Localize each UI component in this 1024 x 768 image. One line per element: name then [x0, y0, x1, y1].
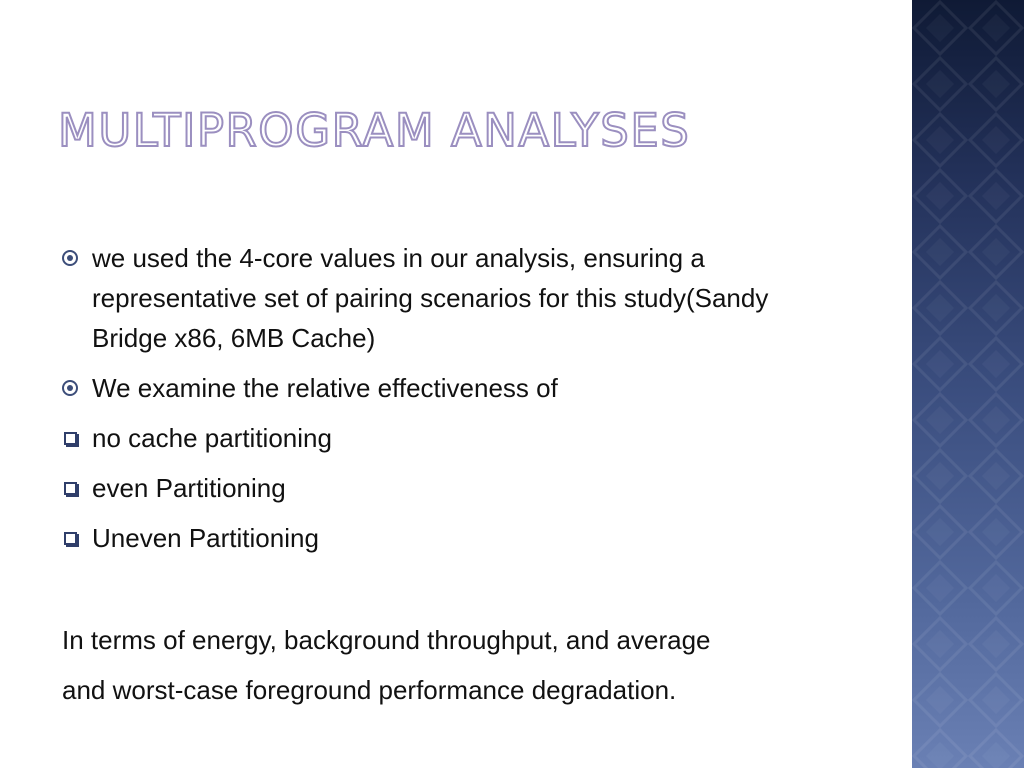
- slide-title: MULTIPROGRAM ANALYSES: [58, 104, 691, 157]
- circle-bullet-icon: [62, 250, 78, 266]
- summary-paragraph: [62, 615, 882, 715]
- bullet-text: even Partitioning: [92, 473, 286, 503]
- square-bullet-icon: [64, 532, 77, 545]
- bullet-text: we used the 4-core values in our analysis, ensuring a representative set of pairing scenarios for this study(Sandy Bridge x86, 6MB Cache): [92, 243, 769, 353]
- bullet-item: [62, 368, 842, 408]
- bullet-text: We examine the relative effectiveness of: [92, 373, 558, 403]
- square-bullet-icon: [64, 482, 77, 495]
- circle-bullet-icon: [62, 380, 78, 396]
- square-bullet-icon: [64, 432, 77, 445]
- summary-line: In terms of energy, background throughput, and average: [62, 625, 711, 655]
- bullet-item: [62, 518, 842, 558]
- decorative-side-panel: [912, 0, 1024, 768]
- bullet-item: [62, 418, 842, 458]
- bullet-text: Uneven Partitioning: [92, 523, 319, 553]
- bullet-item: [62, 468, 842, 508]
- summary-line: and worst-case foreground performance degradation.: [62, 675, 677, 705]
- bullet-list: [62, 238, 842, 568]
- bullet-item: [62, 238, 842, 358]
- bullet-text: no cache partitioning: [92, 423, 332, 453]
- diamond-pattern: [912, 0, 1024, 768]
